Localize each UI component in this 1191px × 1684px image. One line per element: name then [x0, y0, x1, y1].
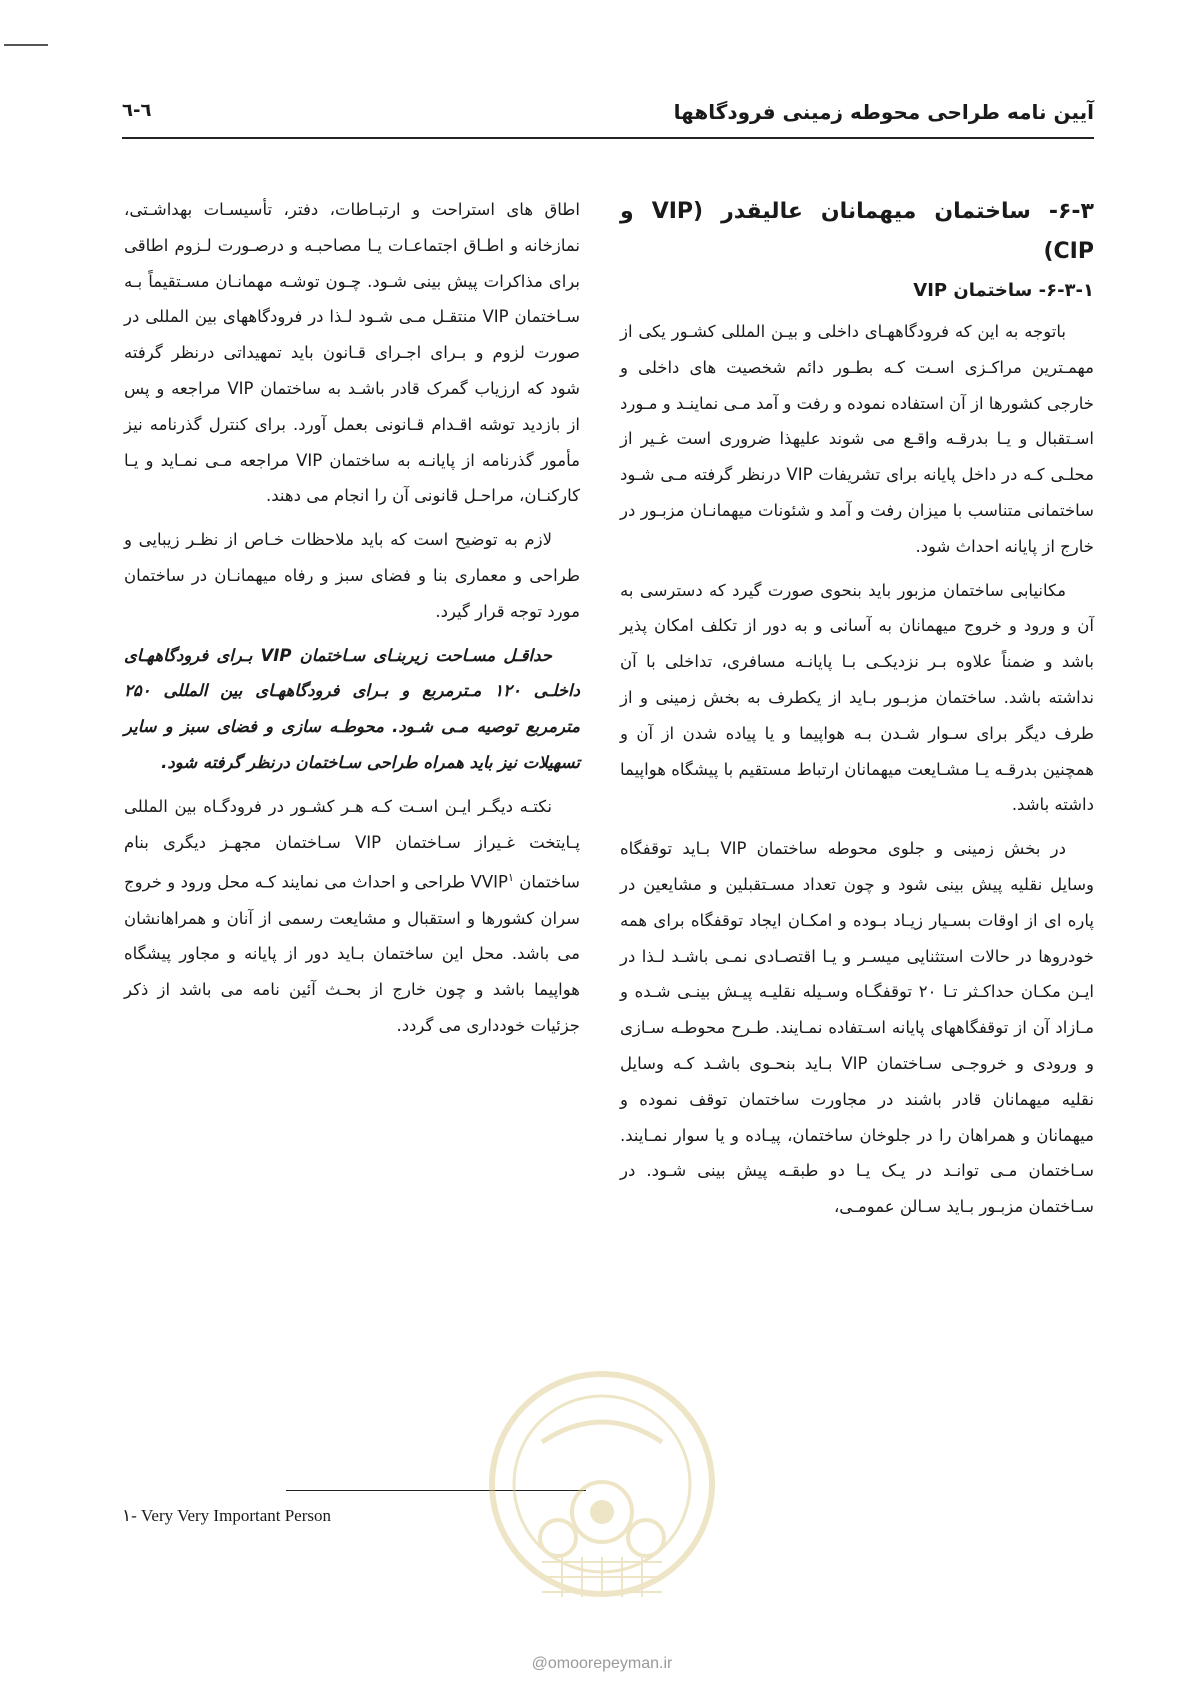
paragraph: اطاق های استراحت و ارتبـاطات، دفتر، تأسیسـات بهداشـتی، نمازخانه و اطـاق اجتماعـات یـا مصاحبـه و درصـورت لـزوم اطاقی برای مذاکرات پیش بینی شـود. چـون توشـه مهمانـان مسـتقیماً بـه سـاختمان VIP منتقـل مـی شـود لـذا در فرودگاههای بین المللی در صورت لزوم و بـرای اجـرای قـانون باید تمهیداتی درنظر گرفته شود که ارزیاب گمرک قادر باشـد به ساختمان VIP مراجعه و پس از بازدید توشه اقـدام قـانونی بعمل آورد. برای کنترل گذرنامه نیز مأمور گذرنامه از پایانـه به ساختمان VIP مراجعه مـی نمـاید و یـا کارکنـان، مراحـل قانونی آن را انجام می دهند.: [124, 200, 580, 506]
paragraph-text: نکتـه دیگـر ایـن اسـت کـه هـر کشـور در فرودگـاه بین المللی پـایتخت غـیراز سـاختمان VIP سـاختمان مجهـز دیگری بنام ساختمان VVIP: [124, 796, 580, 892]
section-heading: ۶-۳- ساختمان میهمانان عالیقدر (VIP و CIP): [620, 199, 1094, 264]
footnote-marker: ۱: [507, 871, 514, 885]
paragraph: لازم به توضیح است که باید ملاحظات خـاص از نظـر زیبایی و طراحی و معماری بنا و فضای سبز و رفاه میهمانـان در ساختمان مورد توجه قرار گیرد.: [124, 530, 580, 621]
page-number: ٦-٦: [122, 100, 152, 121]
watermark-site-text: @omoorepeyman.ir: [531, 1655, 673, 1672]
right-column: [620, 192, 1094, 1233]
paragraph-text: طراحی و احداث می نمایند کـه محل ورود و خروج سران کشورها و استقبال و مشایعت رسمی از آنان و همراهانشان می باشد. محل این ساختمان بـاید دور از پایانه و مجاور پیشگاه هواپیما باشد و چون خارج از بحـث آئین نامه می باشد از ذکر جزئیات خودداری می گردد.: [124, 872, 580, 1036]
footnote: ۱- Very Very Important Person: [122, 1506, 331, 1525]
watermark-seal-icon: [482, 1362, 722, 1624]
header-divider: [122, 137, 1094, 139]
page-title: آیین نامه طراحی محوطه زمینی فرودگاهها: [673, 100, 1094, 124]
emphasized-paragraph: حداقـل مسـاحت زیربنـای سـاختمان VIP بـرای فرودگاههـای داخلـی ۱۲۰ مـترمربع و بـرای فرودگاههـای بین المللی ۲۵۰ مترمربع توصیه مـی شـود. محوطـه سازی و فضای سبز و سایر تسهیلات نیز باید همراه طراحی سـاختمان درنظر گرفته شود.: [124, 645, 580, 772]
subsection-heading: ۶-۳-۱- ساختمان VIP: [913, 280, 1094, 301]
page-header: [122, 98, 1094, 134]
paragraph: [124, 789, 580, 1044]
left-column: [124, 192, 580, 1052]
paragraph: باتوجه به این که فرودگاههـای داخلی و بیـن المللی کشـور یکی از مهمـترین مراکـزی اسـت کـه بطـور دائم شخصیت های داخلی و خارجی کشورها از آن استفاده نموده و رفت و آمد مـی نماینـد و مـورد اسـتقبال و یـا بدرقـه واقـع می شوند علیهذا ضروری است غـیر از محلـی کـه در داخل پایانه برای تشریفات VIP درنظر گرفته مـی شـود ساختمانی متناسب با میزان رفت و آمد و شئونات میهمانـان مزبـور در خارج از پایانه احداث شود.: [620, 322, 1094, 556]
paragraph: مکانیابی ساختمان مزبور باید بنحوی صورت گیرد که دسترسی به آن و ورود و خروج میهمانان به آسانی و به دور از تکلف امکان پذیر باشد و ضمناً علاوه بـر نزدیکـی بـا پایانـه مسافری، تداخلی با آن نداشته باشد. ساختمان مزبـور بـاید از یکطرف به بخش زمینی و از طرف دیگر برای سـوار شـدن بـه هواپیما و یا پیاده شدن از آن و همچنین بدرقـه یـا مشـایعت میهمانان ارتباط مستقیم با پیشگاه هواپیما داشته باشد.: [620, 580, 1094, 815]
paragraph: در بخش زمینی و جلوی محوطه ساختمان VIP بـاید توقفگاه وسایل نقلیه پیش بینی شود و چون تعداد مسـتقبلین و مشایعین در پاره ای از اوقات بسـیار زیـاد بـوده و امکـان ایجاد توقفگاه برای همه خودروها در حالات استثنایی میسـر و یـا اقتصـادی نمـی باشـد لـذا در ایـن مکـان حداکـثر تـا ۲۰ توقفگـاه وسـیله نقلیـه پیـش بینـی شـده و مـازاد آن از توقفگاههای پایانه اسـتفاده نمـایند. طـرح محوطـه سـازی و ورودی و خروجـی سـاختمان VIP بـاید بنحـوی باشـد کـه وسایل نقلیه میهمانان قادر باشند در مجاورت ساختمان توقف نموده و میهمانان و همراهان را در جلوخان ساختمان، پیـاده و یا سوار نمـایند. سـاختمان مـی توانـد در یـک یـا دو طبقـه پیش بینی شـود. در سـاختمان مزبـور بـاید سـالن عمومـی،: [620, 839, 1095, 1217]
corner-mark: [4, 44, 48, 46]
